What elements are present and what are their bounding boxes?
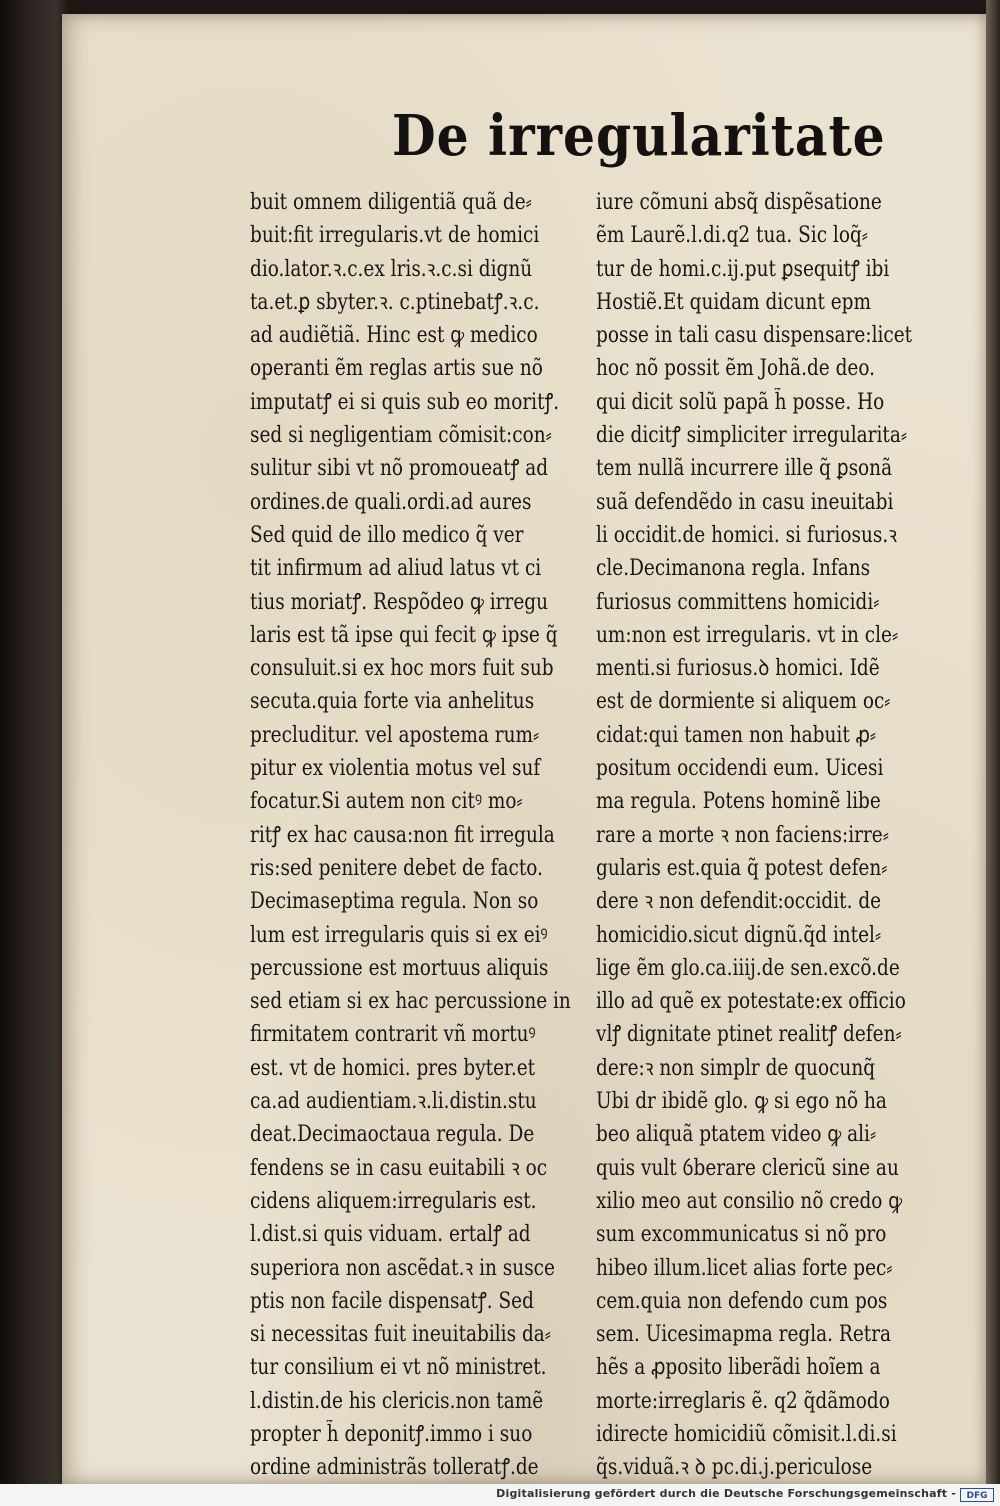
text-line	[250, 985, 632, 1018]
text-line	[596, 1185, 972, 1218]
text-line-content: buit omnem diligentiã quã de⸗	[250, 190, 532, 215]
text-line	[250, 719, 632, 752]
text-line-content: tur de homi.c.ij.put ꝑsequitꝭ ibi	[596, 256, 890, 282]
text-line	[250, 419, 632, 452]
text-line-content: ordine administrãs tolleratꝭ.de	[250, 1455, 539, 1481]
text-line	[596, 1152, 972, 1185]
text-line	[250, 552, 632, 585]
text-line-content: dio.lator.ꝛ.c.ex lris.ꝛ.c.si dignũ	[250, 256, 533, 282]
text-line	[596, 885, 972, 918]
text-line	[250, 352, 632, 385]
text-line-content: focatur.Si autem non citꝰ mo⸗	[250, 789, 523, 815]
text-line-content: dere:ꝛ non simplr de quocunq̃	[596, 1055, 876, 1081]
text-line-content: sem. Uicesimapma regla. Retra	[596, 1322, 892, 1348]
text-line	[250, 586, 632, 619]
text-line-content: pitur ex violentia motus vel suf	[250, 756, 541, 782]
text-line-content: fendens se in casu euitabili ꝛ oc	[250, 1155, 548, 1181]
text-line-content: cidens aliquem:irregularis est.	[250, 1188, 537, 1214]
left-text-column	[250, 186, 632, 1485]
text-line-content: morte:irreglaris ẽ. q2 q̃dãmodo	[596, 1388, 890, 1414]
text-line-content: sed si negligentiam cõmisit:con⸗	[250, 423, 552, 449]
dfg-logo-icon: DFG	[960, 1488, 994, 1502]
text-line-content: sulitur sibi vt nõ promoueatꝭ ad	[250, 456, 549, 482]
text-line-content: ordines.de quali.ordi.ad aures	[250, 489, 532, 515]
text-line	[250, 319, 632, 352]
text-line	[596, 1318, 972, 1351]
text-line	[596, 752, 972, 785]
text-line	[596, 253, 972, 286]
text-line	[596, 919, 972, 952]
text-line-content: ris:sed penitere debet de facto.	[250, 855, 543, 881]
text-line-content: ta.et.ꝑ sbyter.ꝛ. c.ptinebatꝭ.ꝛ.c.	[250, 289, 540, 315]
text-line	[250, 386, 632, 419]
text-line	[250, 1285, 632, 1318]
text-line-content: cle.Decimanona regla. Infans	[596, 556, 871, 582]
text-line-content: est de dormiente si aliquem oc⸗	[596, 689, 891, 715]
text-line	[250, 1118, 632, 1151]
text-line	[596, 352, 972, 385]
text-line-content: menti.si furiosus.ꝺ homici. Idẽ	[596, 656, 880, 682]
text-line	[596, 619, 972, 652]
text-line-content: l.dist.si quis viduam. ertalꝭ ad	[250, 1222, 531, 1248]
text-line-content: furiosus committens homicidi⸗	[596, 589, 880, 615]
text-line-content: idirecte homicidiũ cõmisit.l.di.si	[596, 1421, 897, 1447]
text-line	[596, 186, 972, 219]
text-line-content: qui dicit solũ papã h̃ posse. Ho	[596, 389, 885, 415]
text-line-content: sum excommunicatus si nõ pro	[596, 1222, 887, 1248]
text-line	[250, 1052, 632, 1085]
text-line-content: um:non est irregularis. vt in cle⸗	[596, 622, 899, 648]
text-line	[250, 1018, 632, 1051]
text-line-content: Decimaseptima regula. Non so	[250, 889, 539, 915]
text-line	[250, 1185, 632, 1218]
text-line	[596, 652, 972, 685]
right-text-column	[596, 186, 972, 1485]
text-line-content: hẽs a ꝓposito liberãdi hoĩem a	[596, 1355, 881, 1381]
manuscript-page	[62, 14, 986, 1484]
text-line-content: Ubi dr ibidẽ glo. ꝙ si ego nõ ha	[596, 1089, 887, 1115]
text-line-content: tius moriatꝭ. Respõdeo ꝙ irregu	[250, 589, 549, 615]
text-line-content: li occidit.de homici. si furiosus.ꝛ	[596, 522, 897, 548]
text-line	[596, 852, 972, 885]
text-line-content: ritꝭ ex hac causa:non fit irregula	[250, 822, 555, 848]
text-line	[250, 919, 632, 952]
text-line-content: sed etiam si ex hac percussione in	[250, 989, 571, 1015]
text-line	[250, 1152, 632, 1185]
text-line-content: laris est tã ipse qui fecit ꝙ ipse q̃	[250, 622, 558, 648]
text-line-content: Hostiẽ.Et quidam dicunt epm	[596, 289, 872, 315]
digitization-footer	[0, 1484, 1000, 1506]
text-line-content: tur consilium ei vt nõ ministret.	[250, 1355, 547, 1381]
text-line-content: cem.quia non defendo cum pos	[596, 1288, 888, 1314]
text-line-content: percussione est mortuus aliquis	[250, 955, 549, 981]
text-line	[596, 1451, 972, 1484]
text-line	[250, 852, 632, 885]
text-line	[596, 1218, 972, 1251]
book-fore-edge	[986, 0, 1000, 1484]
text-line	[596, 486, 972, 519]
text-line	[596, 1052, 972, 1085]
text-line	[596, 452, 972, 485]
book-binding-edge	[0, 0, 70, 1484]
text-line-content: si necessitas fuit ineuitabilis da⸗	[250, 1322, 551, 1348]
text-line	[250, 1418, 632, 1451]
text-line	[250, 1218, 632, 1251]
text-line-content: ẽm Laurẽ.l.di.q2 tua. Sic loq̃⸗	[596, 223, 868, 249]
text-line	[596, 1085, 972, 1118]
text-line	[250, 819, 632, 852]
text-line-content: quis vult ỽberare clericũ sine au	[596, 1155, 899, 1181]
text-line	[596, 1018, 972, 1051]
text-line	[250, 885, 632, 918]
running-head: De irregularitate	[392, 103, 886, 169]
text-line-content: rare a morte ꝛ non faciens:irre⸗	[596, 822, 889, 848]
text-line-content: lige ẽm glo.ca.iiij.de sen.excõ.de	[596, 955, 900, 981]
text-line	[596, 1351, 972, 1384]
text-line	[250, 1085, 632, 1118]
text-line-content: die dicitꝭ simpliciter irregularita⸗	[596, 423, 908, 449]
text-line-content: homicidio.sicut dignũ.q̃d intel⸗	[596, 922, 882, 948]
text-line-content: lum est irregularis quis si ex eiꝰ	[250, 922, 548, 948]
text-line	[250, 1252, 632, 1285]
text-line	[596, 1418, 972, 1451]
funding-credit: Digitalisierung gefördert durch die Deutsche Forschungsgemeinschaft -	[496, 1487, 956, 1500]
text-line	[596, 552, 972, 585]
text-line-content: ptis non facile dispensatꝭ. Sed	[250, 1288, 534, 1314]
text-line	[596, 1252, 972, 1285]
text-line	[250, 286, 632, 319]
text-line	[596, 985, 972, 1018]
text-line-content: superiora non ascẽdat.ꝛ in susce	[250, 1255, 555, 1281]
text-line-content: secuta.quia forte via anhelitus	[250, 689, 535, 715]
text-line	[596, 952, 972, 985]
text-line-content: ca.ad audientiam.ꝛ.li.distin.stu	[250, 1089, 537, 1115]
text-line	[250, 752, 632, 785]
text-line	[596, 219, 972, 252]
text-line-content: ma regula. Potens hominẽ libe	[596, 789, 881, 815]
text-line-content: precluditur. vel apostema rum⸗	[250, 722, 540, 748]
text-line	[250, 1451, 632, 1484]
text-line-content: propter h̃ deponitꝭ.immo i suo	[250, 1421, 533, 1447]
text-line	[596, 819, 972, 852]
text-line-content: tem nullã incurrere ille q̃ ꝑsonã	[596, 456, 893, 482]
text-line-content: hoc nõ possit ẽm Johã.de deo.	[596, 356, 876, 382]
text-line	[250, 952, 632, 985]
text-line	[596, 386, 972, 419]
text-line	[250, 1385, 632, 1418]
text-line	[596, 785, 972, 818]
text-line-content: hibeo illum.licet alias forte pec⸗	[596, 1255, 893, 1281]
text-line	[250, 452, 632, 485]
text-line	[250, 486, 632, 519]
text-line-content: l.distin.de his clericis.non tamẽ	[250, 1388, 544, 1414]
text-line	[250, 186, 632, 219]
text-line	[250, 619, 632, 652]
text-line-content: consuluit.si ex hoc mors fuit sub	[250, 656, 554, 682]
text-line	[250, 785, 632, 818]
text-line-content: xilio meo aut consilio nõ credo ꝙ	[596, 1188, 903, 1214]
text-line	[596, 1285, 972, 1318]
text-line	[596, 319, 972, 352]
text-line-content: deat.Decimaoctaua regula. De	[250, 1122, 535, 1148]
text-line-content: iure cõmuni absq̃ dispẽsatione	[596, 190, 882, 215]
text-line	[250, 652, 632, 685]
text-line-content: est. vt de homici. pres byter.et	[250, 1055, 536, 1081]
text-line	[250, 1351, 632, 1384]
text-line-content: q̃s.viduã.ꝛ ꝺ pc.di.j.periculose	[596, 1455, 873, 1481]
text-line	[250, 253, 632, 286]
text-line-content: posse in tali casu dispensare:licet	[596, 323, 913, 349]
text-line-content: imputatꝭ ei si quis sub eo moritꝭ.	[250, 389, 560, 415]
text-line-content: operanti ẽm reglas artis sue nõ	[250, 356, 543, 382]
text-line	[596, 685, 972, 718]
text-line-content: beo aliquã ptatem video ꝙ ali⸗	[596, 1122, 877, 1148]
text-line	[596, 1118, 972, 1151]
text-line	[596, 719, 972, 752]
text-line	[250, 1318, 632, 1351]
text-line-content: tit infirmum ad aliud latus vt ci	[250, 556, 542, 582]
text-line-content: buit:fit irregularis.vt de homici	[250, 223, 540, 249]
text-line-content: Sed quid de illo medico q̃ ver	[250, 522, 524, 548]
text-line	[596, 286, 972, 319]
text-line	[250, 685, 632, 718]
text-line-content: dere ꝛ non defendit:occidit. de	[596, 889, 882, 915]
text-line	[596, 586, 972, 619]
text-line-content: vlꝭ dignitate ptinet realitꝭ defen⸗	[596, 1022, 902, 1048]
text-line	[250, 519, 632, 552]
text-line	[596, 519, 972, 552]
text-line-content: suã defendẽdo in casu ineuitabi	[596, 489, 894, 515]
text-line	[250, 219, 632, 252]
text-line-content: firmitatem contrarit vñ mortuꝰ	[250, 1022, 536, 1048]
text-line	[596, 1385, 972, 1418]
text-line-content: positum occidendi eum. Uicesi	[596, 756, 884, 782]
text-line-content: illo ad quẽ ex potestate:ex officio	[596, 989, 906, 1015]
text-line	[596, 419, 972, 452]
text-line-content: ad audiẽtiã. Hinc est ꝙ medico	[250, 323, 538, 349]
text-line-content: cidat:qui tamen non habuit ꝓ⸗	[596, 722, 877, 748]
text-line-content: gularis est.quia q̃ potest defen⸗	[596, 855, 888, 881]
